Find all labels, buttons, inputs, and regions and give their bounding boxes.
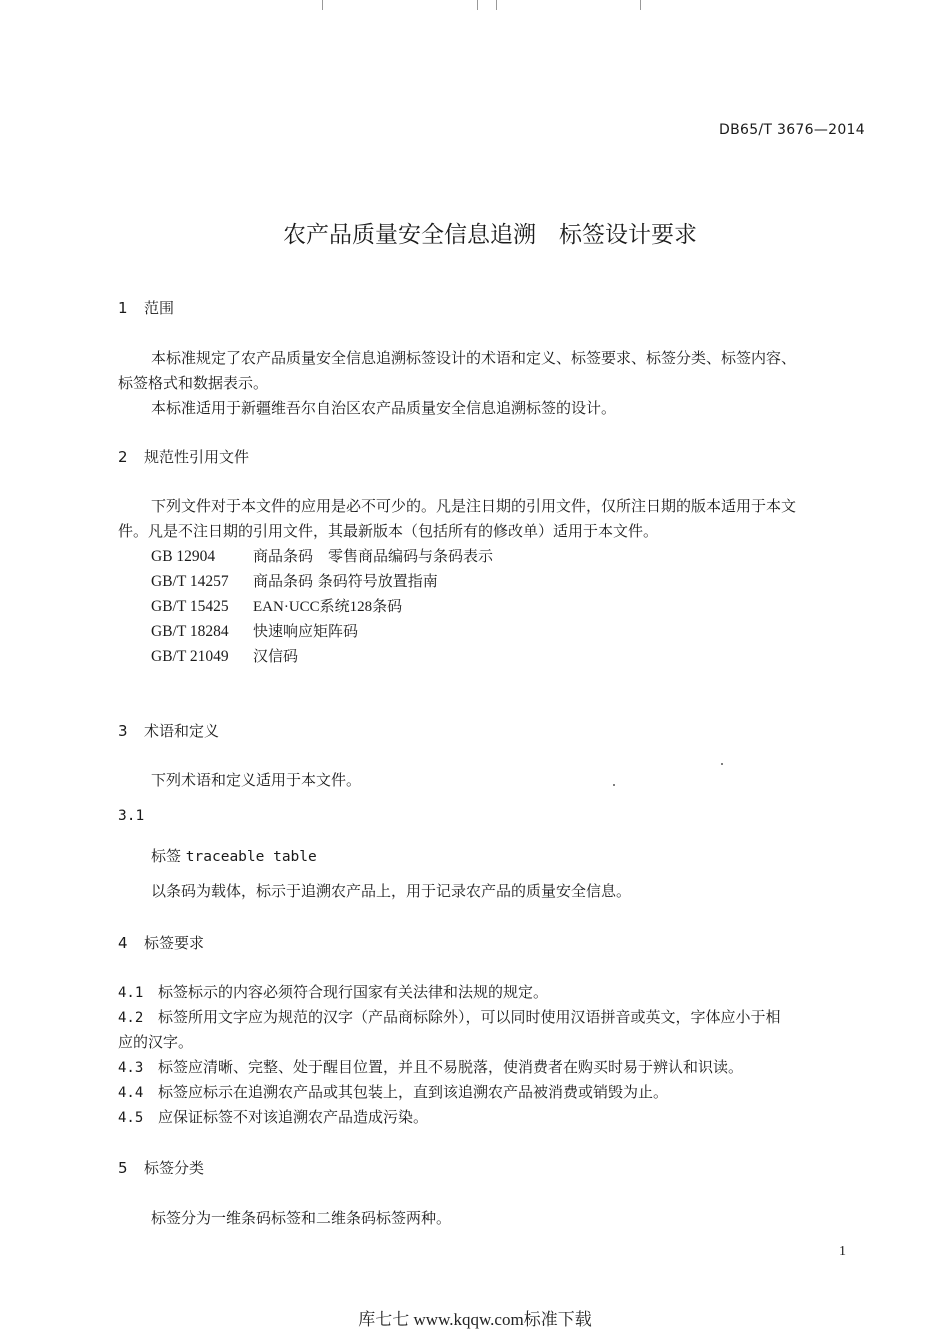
reference-title: 商品条码 条码符号放置指南 [253, 572, 438, 590]
reference-code: GB/T 21049 [151, 648, 229, 665]
reference-item [151, 645, 298, 666]
paragraph-line: 件。凡是不注日期的引用文件，其最新版本（包括所有的修改单）适用于本文件。 [118, 522, 659, 540]
item-text: 应保证标签不对该追溯农产品造成污染。 [158, 1108, 429, 1126]
subsection-number: 3.1 [118, 808, 145, 824]
section-title: 标签分类 [144, 1159, 205, 1177]
requirement-item [118, 1056, 743, 1077]
item-text: 标签所用文字应为规范的汉字（产品商标除外），可以同时使用汉语拼音或英文，字体应小于相 [158, 1008, 781, 1026]
page-number: 1 [839, 1244, 846, 1259]
scan-mark [640, 0, 641, 10]
scan-mark [322, 0, 323, 10]
term-entry [151, 845, 317, 866]
requirement-item [118, 981, 548, 1002]
reference-code: GB/T 18284 [151, 623, 229, 640]
reference-code: GB/T 15425 [151, 598, 229, 615]
paragraph-line: 下列术语和定义适用于本文件。 [151, 771, 362, 789]
paragraph-line: 标签格式和数据表示。 [118, 374, 269, 392]
section-2-heading [118, 446, 249, 467]
item-continuation: 应的汉字。 [118, 1033, 194, 1051]
term-english: traceable table [185, 849, 317, 865]
section-1-heading [118, 297, 174, 318]
standard-code: DB65/T 3676—2014 [719, 122, 865, 138]
paragraph-line: 下列文件对于本文件的应用是必不可少的。凡是注日期的引用文件，仅所注日期的版本适用于本文 [151, 497, 797, 515]
reference-title: 快速响应矩阵码 [253, 622, 359, 640]
reference-item [151, 570, 438, 591]
section-title: 规范性引用文件 [144, 448, 250, 466]
reference-title: 汉信码 [253, 647, 299, 665]
scan-speck [613, 784, 615, 786]
section-number: 4 [118, 934, 128, 952]
item-number: 4.4 [118, 1085, 144, 1101]
reference-item [151, 620, 358, 641]
watermark-text: 库七七 www.kqqw.com标准下载 [358, 1310, 592, 1329]
requirement-item [118, 1106, 428, 1127]
section-number: 2 [118, 448, 128, 466]
requirement-item [118, 1081, 668, 1102]
scan-mark [477, 0, 478, 10]
item-number: 4.5 [118, 1110, 144, 1126]
scan-mark [496, 0, 497, 10]
paragraph-line: 本标准规定了农产品质量安全信息追溯标签设计的术语和定义、标签要求、标签分类、标签内容、 [151, 349, 797, 367]
item-number: 4.1 [118, 985, 144, 1001]
reference-code: GB/T 14257 [151, 573, 229, 590]
reference-code: GB 12904 [151, 548, 216, 565]
term-chinese: 标签 [151, 847, 182, 865]
document-title: 农产品质量安全信息追溯 标签设计要求 [283, 222, 697, 248]
section-number: 3 [118, 722, 128, 740]
term-definition: 以条码为载体，标示于追溯农产品上，用于记录农产品的质量安全信息。 [151, 882, 632, 900]
item-text: 标签应标示在追溯农产品或其包装上，直到该追溯农产品被消费或销毁为止。 [158, 1083, 669, 1101]
section-title: 标签要求 [144, 934, 205, 952]
section-3-heading [118, 720, 219, 741]
section-title: 术语和定义 [144, 722, 220, 740]
item-number: 4.2 [118, 1010, 144, 1026]
reference-title: EAN·UCC系统128条码 [253, 599, 403, 615]
item-text: 标签应清晰、完整、处于醒目位置，并且不易脱落，使消费者在购买时易于辨认和识读。 [158, 1058, 744, 1076]
paragraph-line: 本标准适用于新疆维吾尔自治区农产品质量安全信息追溯标签的设计。 [151, 399, 617, 417]
section-number: 5 [118, 1159, 128, 1177]
scan-speck [721, 763, 723, 765]
requirement-item [118, 1006, 781, 1027]
section-5-heading [118, 1157, 204, 1178]
paragraph-line: 标签分为一维条码标签和二维条码标签两种。 [151, 1209, 452, 1227]
section-title: 范围 [144, 299, 175, 317]
section-number: 1 [118, 299, 128, 317]
reference-title: 商品条码 零售商品编码与条码表示 [253, 547, 494, 565]
reference-item [151, 545, 493, 566]
reference-item [151, 595, 402, 616]
item-number: 4.3 [118, 1060, 144, 1076]
item-text: 标签标示的内容必须符合现行国家有关法律和法规的规定。 [158, 983, 549, 1001]
section-4-heading [118, 932, 204, 953]
